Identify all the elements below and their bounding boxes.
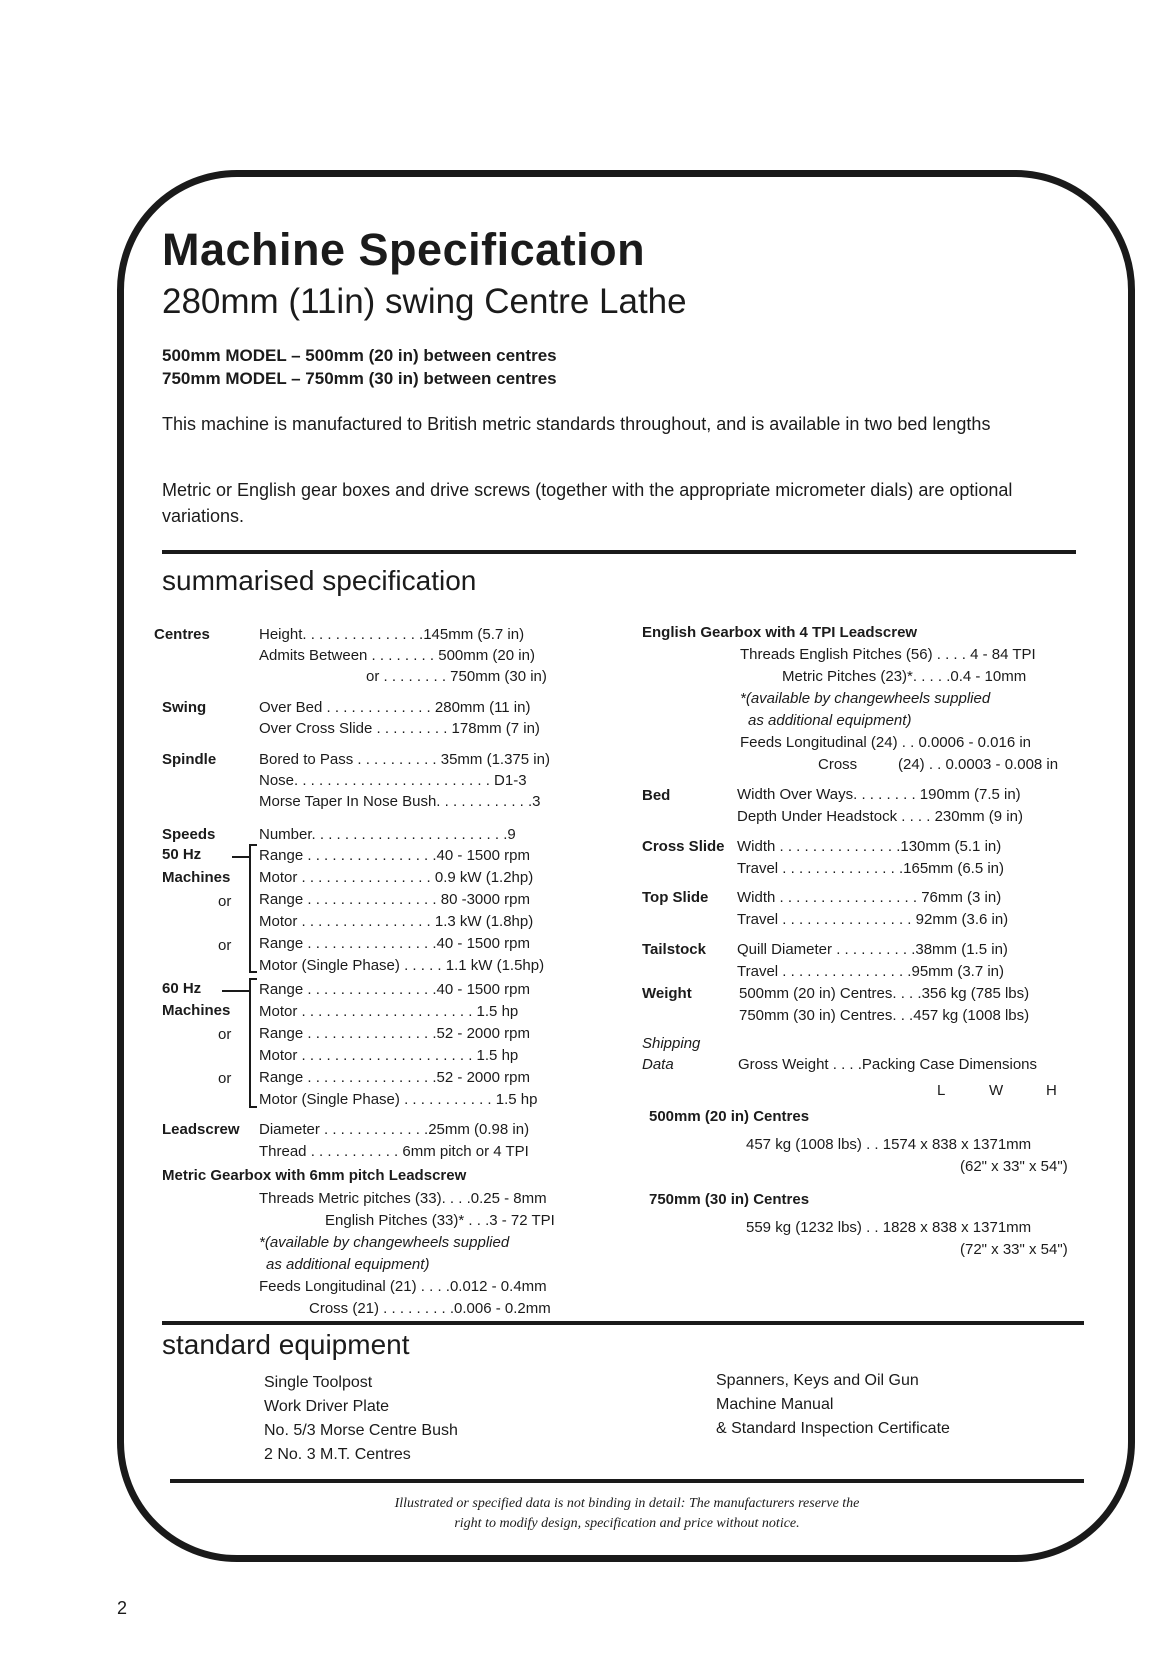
eg-note-2: as additional equipment) xyxy=(748,712,912,729)
weight-750: 750mm (30 in) Centres. . .457 kg (1008 lbs) xyxy=(739,1007,1030,1024)
spindle-morse: Morse Taper In Nose Bush. . . . . . . . . . . .3 xyxy=(259,793,541,810)
top-slide-label: Top Slide xyxy=(642,889,709,906)
hz50-label: 50 Hz xyxy=(162,846,202,863)
tailstock-label: Tailstock xyxy=(642,941,706,958)
c500-line: 457 kg (1008 lbs) . . 1574 x 838 x 1371mm xyxy=(746,1136,1032,1153)
eg-cross-label: Cross xyxy=(818,756,858,773)
mg-cross: Cross (21) . . . . . . . . .0.006 - 0.2mm xyxy=(309,1300,551,1317)
bed-width: Width Over Ways. . . . . . . . 190mm (7.5 in) xyxy=(737,786,1021,803)
divider-top xyxy=(162,550,1076,554)
eg-note-1: *(available by changewheels supplied xyxy=(740,690,991,707)
mg-note-1: *(available by changewheels supplied xyxy=(259,1234,510,1251)
equip-right-1: Spanners, Keys and Oil Gun xyxy=(716,1372,919,1389)
bed-depth: Depth Under Headstock . . . . 230mm (9 in) xyxy=(737,808,1023,825)
divider-middle xyxy=(162,1321,1084,1325)
s60-range-3: Range . . . . . . . . . . . . . . . .52 - 2000 rpm xyxy=(259,1069,530,1086)
intro-paragraph-1: This machine is manufactured to British metric standards throughout, and is available in two bed lengths xyxy=(162,414,991,434)
mg-feeds: Feeds Longitudinal (21) . . . .0.012 - 0.4mm xyxy=(259,1278,547,1295)
mg-english: English Pitches (33)* . . .3 - 72 TPI xyxy=(325,1212,555,1229)
s50-motor-3: Motor (Single Phase) . . . . . 1.1 kW (1.5hp) xyxy=(259,957,545,974)
divider-bottom xyxy=(170,1479,1084,1483)
s60-range-2: Range . . . . . . . . . . . . . . . .52 - 2000 rpm xyxy=(259,1025,530,1042)
equip-left-4: 2 No. 3 M.T. Centres xyxy=(264,1446,411,1463)
speeds-50-bracket xyxy=(249,844,257,973)
equip-left-2: Work Driver Plate xyxy=(264,1398,390,1415)
s50-motor-2: Motor . . . . . . . . . . . . . . . . 1.3 kW (1.8hp) xyxy=(259,913,534,930)
s50-range-2: Range . . . . . . . . . . . . . . . . 80 -3000 rpm xyxy=(259,891,530,908)
mg-threads: Threads Metric pitches (33). . . .0.25 - 8mm xyxy=(259,1190,547,1207)
c750-line: 559 kg (1232 lbs) . . 1828 x 838 x 1371mm xyxy=(746,1219,1032,1236)
centres-admits: Admits Between . . . . . . . . 500mm (20 in) xyxy=(259,647,535,664)
eg-metric: Metric Pitches (23)*. . . . .0.4 - 10mm xyxy=(782,668,1027,685)
leadscrew-diameter: Diameter . . . . . . . . . . . . .25mm (0.98 in) xyxy=(259,1121,530,1138)
cross-slide-label: Cross Slide xyxy=(642,838,725,855)
shipping-data-label: Data xyxy=(642,1056,674,1073)
metric-gearbox-heading: Metric Gearbox with 6mm pitch Leadscrew xyxy=(162,1167,467,1184)
footnote-line-2: right to modify design, specification and price without notice. xyxy=(454,1516,800,1531)
leadscrew-label: Leadscrew xyxy=(162,1121,240,1138)
hz50-connector xyxy=(232,856,250,858)
spindle-label: Spindle xyxy=(162,751,217,768)
or-60-b: or xyxy=(218,1070,232,1087)
tail-travel: Travel . . . . . . . . . . . . . . . .95mm (3.7 in) xyxy=(737,963,1005,980)
machines60-label: Machines xyxy=(162,1002,231,1019)
summary-heading: summarised specification xyxy=(162,565,477,596)
equip-left-1: Single Toolpost xyxy=(264,1374,373,1391)
page-subtitle: 280mm (11in) swing Centre Lathe xyxy=(162,282,687,321)
s60-motor-1: Motor . . . . . . . . . . . . . . . . . . . . . 1.5 hp xyxy=(259,1003,519,1020)
cs-width: Width . . . . . . . . . . . . . . .130mm (5.1 in) xyxy=(737,838,1002,855)
dim-w: W xyxy=(989,1082,1004,1099)
intro-paragraph-2: Metric or English gear boxes and drive screws (together with the appropriate micrometer dials) are optional variations. xyxy=(162,480,1013,526)
ts-travel: Travel . . . . . . . . . . . . . . . . 92mm (3.6 in) xyxy=(737,911,1009,928)
c750-inch: (72" x 33" x 54") xyxy=(960,1241,1068,1258)
centres-or: or . . . . . . . . 750mm (30 in) xyxy=(366,668,547,685)
weight-label: Weight xyxy=(642,985,692,1002)
machines50-label: Machines xyxy=(162,869,231,886)
centres-height: Height. . . . . . . . . . . . . . .145mm (5.7 in) xyxy=(259,626,525,643)
mg-note-2: as additional equipment) xyxy=(266,1256,430,1273)
c500-label: 500mm (20 in) Centres xyxy=(649,1108,810,1125)
model-750: 750mm MODEL – 750mm (30 in) between centres xyxy=(162,369,557,388)
hz60-connector xyxy=(222,990,250,992)
s50-range-1: Range . . . . . . . . . . . . . . . .40 - 1500 rpm xyxy=(259,847,530,864)
equip-right-2: Machine Manual xyxy=(716,1396,834,1413)
tail-quill: Quill Diameter . . . . . . . . . .38mm (1.5 in) xyxy=(737,941,1008,958)
s60-range-1: Range . . . . . . . . . . . . . . . .40 - 1500 rpm xyxy=(259,981,530,998)
or-60-a: or xyxy=(218,1026,232,1043)
page-number: 2 xyxy=(117,1598,128,1618)
spindle-nose: Nose. . . . . . . . . . . . . . . . . . . . . . . . D1-3 xyxy=(259,772,527,789)
leadscrew-thread: Thread . . . . . . . . . . . 6mm pitch or 4 TPI xyxy=(259,1143,529,1160)
english-gearbox-heading: English Gearbox with 4 TPI Leadscrew xyxy=(642,624,918,641)
model-500: 500mm MODEL – 500mm (20 in) between centres xyxy=(162,346,557,365)
spindle-bored: Bored to Pass . . . . . . . . . . 35mm (1.375 in) xyxy=(259,751,550,768)
swing-over-bed: Over Bed . . . . . . . . . . . . . 280mm (11 in) xyxy=(259,699,531,716)
centres-label: Centres xyxy=(154,626,210,643)
dim-l: L xyxy=(937,1082,946,1099)
or-50-a: or xyxy=(218,893,232,910)
speeds-number: Number. . . . . . . . . . . . . . . . . . . . . . . .9 xyxy=(259,826,516,843)
footnote-line-1: Illustrated or specified data is not binding in detail: The manufacturers reserve the xyxy=(394,1496,860,1511)
c750-label: 750mm (30 in) Centres xyxy=(649,1191,810,1208)
ts-width: Width . . . . . . . . . . . . . . . . . 76mm (3 in) xyxy=(737,889,1002,906)
swing-label: Swing xyxy=(162,699,207,716)
hz60-label: 60 Hz xyxy=(162,980,202,997)
or-50-b: or xyxy=(218,937,232,954)
s50-range-3: Range . . . . . . . . . . . . . . . .40 - 1500 rpm xyxy=(259,935,530,952)
shipping-label: Shipping xyxy=(642,1035,701,1052)
standard-heading: standard equipment xyxy=(162,1329,410,1360)
equip-right-3: & Standard Inspection Certificate xyxy=(716,1420,950,1437)
dim-h: H xyxy=(1046,1082,1057,1099)
equip-left-3: No. 5/3 Morse Centre Bush xyxy=(264,1422,458,1439)
weight-500: 500mm (20 in) Centres. . . .356 kg (785 lbs) xyxy=(739,985,1030,1002)
s60-motor-3: Motor (Single Phase) . . . . . . . . . . . 1.5 hp xyxy=(259,1091,538,1108)
eg-cross-value: (24) . . 0.0003 - 0.008 in xyxy=(898,756,1059,773)
cs-travel: Travel . . . . . . . . . . . . . . .165mm (6.5 in) xyxy=(737,860,1005,877)
page-title: Machine Specification xyxy=(162,224,646,275)
c500-inch: (62" x 33" x 54") xyxy=(960,1158,1068,1175)
speeds-60-bracket xyxy=(249,978,257,1108)
gross-weight-header: Gross Weight . . . .Packing Case Dimensions xyxy=(738,1056,1038,1073)
speeds-label: Speeds xyxy=(162,826,216,843)
eg-feeds: Feeds Longitudinal (24) . . 0.0006 - 0.016 in xyxy=(740,734,1032,751)
s50-motor-1: Motor . . . . . . . . . . . . . . . . 0.9 kW (1.2hp) xyxy=(259,869,534,886)
bed-label: Bed xyxy=(642,787,671,804)
s60-motor-2: Motor . . . . . . . . . . . . . . . . . . . . . 1.5 hp xyxy=(259,1047,519,1064)
eg-threads: Threads English Pitches (56) . . . . 4 - 84 TPI xyxy=(740,646,1036,663)
swing-over-cross: Over Cross Slide . . . . . . . . . 178mm (7 in) xyxy=(259,720,540,737)
